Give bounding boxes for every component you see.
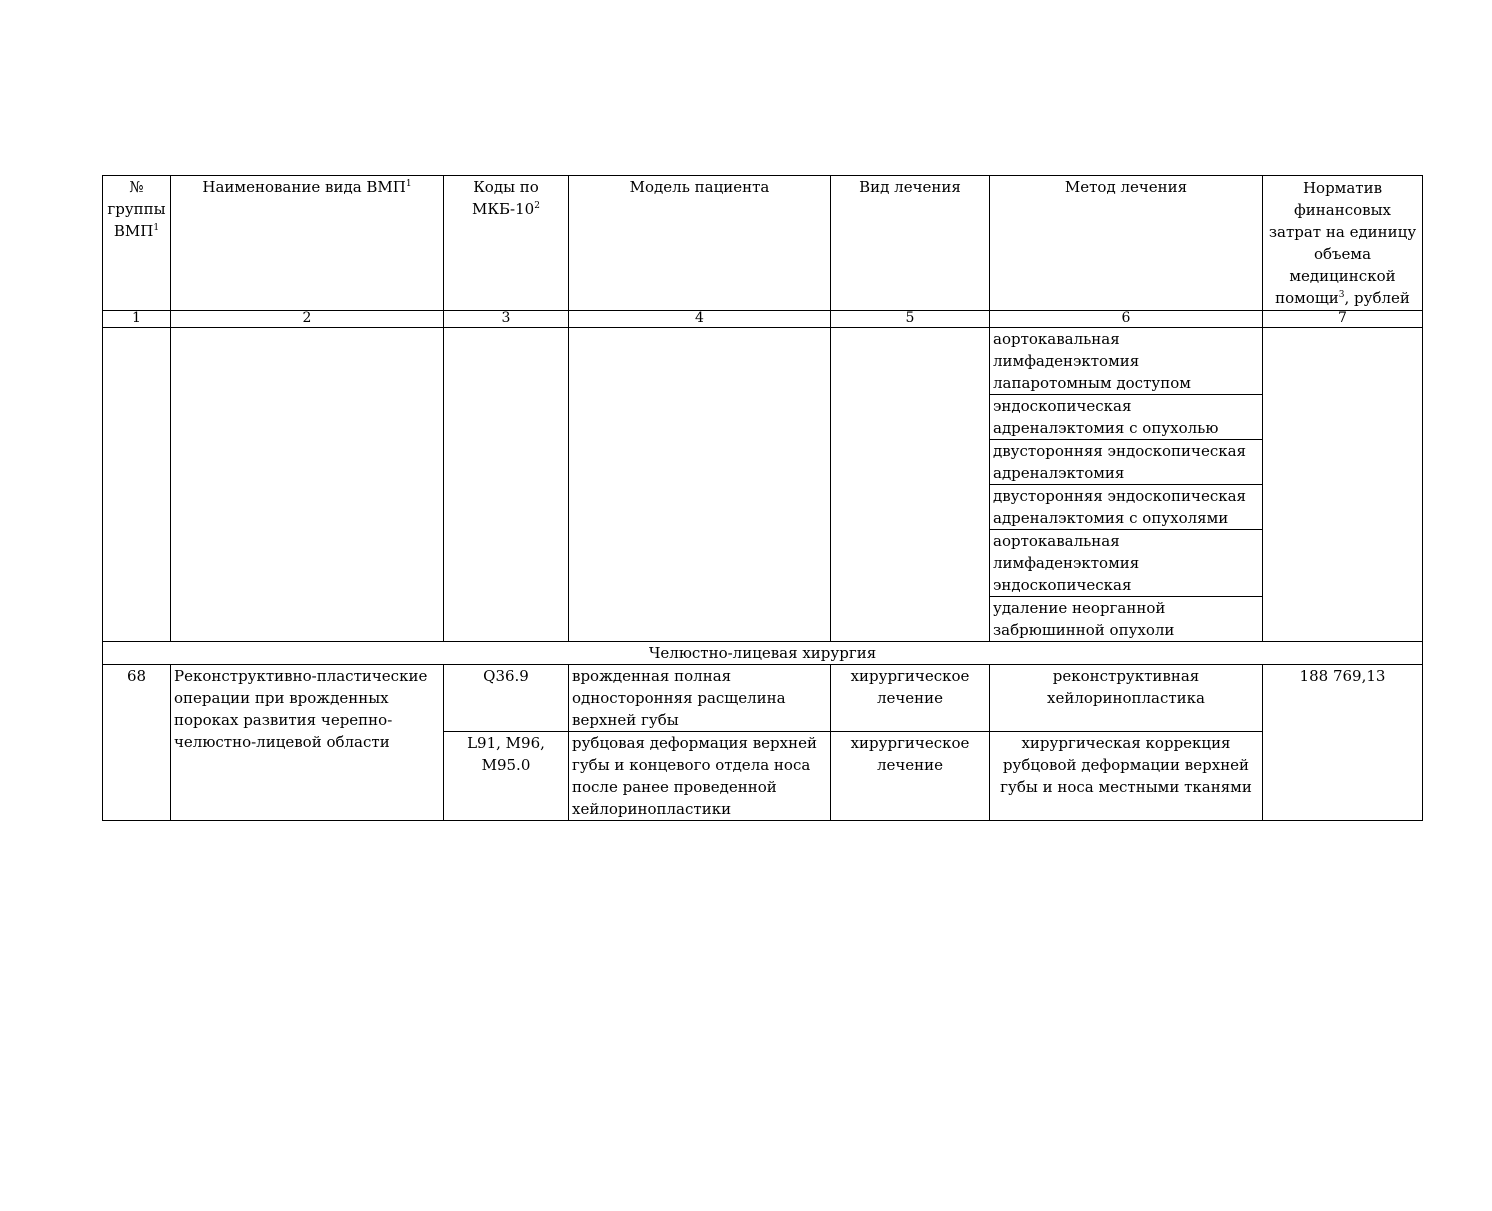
icd-codes-cell: Q36.9 (444, 665, 569, 732)
header-cost-standard: Норматив финансовых затрат на единицу объема медицинской помощи$^3$, рублей (1263, 176, 1423, 311)
vmp-table (102, 175, 1423, 821)
header-icd-codes: Коды по МКБ-$10^2$ (444, 176, 569, 311)
empty-cell (103, 328, 171, 642)
empty-cell (569, 328, 831, 642)
treatment-method-cell: удаление неорганной забрюшинной опухоли (990, 597, 1263, 642)
empty-cell (171, 328, 444, 642)
patient-model-cell: рубцовая деформация верхней губы и концевого отдела носа после ранее проведенной хейлоринопластики (569, 732, 831, 821)
header-vmp-name: Наименование вида ВМП$^1$ (171, 176, 444, 311)
empty-cell (831, 328, 990, 642)
column-number: 4 (569, 311, 831, 328)
patient-model-cell: врожденная полная односторонняя расщелина верхней губы (569, 665, 831, 732)
vmp-name-cell: Реконструктивно-пластические операции при врожденных пороках развития черепно-челюстно-лицевой области (171, 665, 444, 821)
header-group-number: № группы ВМП$^1$ (103, 176, 171, 311)
treatment-method-cell: аортокавальная лимфаденэктомия эндоскопическая (990, 530, 1263, 597)
column-number: 2 (171, 311, 444, 328)
table-row (103, 328, 1423, 395)
section-title: Челюстно-лицевая хирургия (103, 642, 1423, 665)
column-number: 1 (103, 311, 171, 328)
treatment-type-cell: хирургическое лечение (831, 732, 990, 821)
treatment-method-cell: эндоскопическая адреналэктомия с опухолью (990, 395, 1263, 440)
column-number: 3 (444, 311, 569, 328)
group-number-cell: 68 (103, 665, 171, 821)
treatment-method-cell: двусторонняя эндоскопическая адреналэктомия с опухолями (990, 485, 1263, 530)
header-treatment-type: Вид лечения (831, 176, 990, 311)
treatment-type-cell: хирургическое лечение (831, 665, 990, 732)
treatment-method-cell: двусторонняя эндоскопическая адреналэктомия (990, 440, 1263, 485)
table-row (103, 665, 1423, 732)
section-row (103, 642, 1423, 665)
icd-codes-cell: L91, M96, M95.0 (444, 732, 569, 821)
treatment-method-cell: реконструктивная хейлоринопластика (990, 665, 1263, 732)
header-treatment-method: Метод лечения (990, 176, 1263, 311)
column-number: 7 (1263, 311, 1423, 328)
header-patient-model: Модель пациента (569, 176, 831, 311)
empty-cell (444, 328, 569, 642)
empty-cell (1263, 328, 1423, 642)
header-row (103, 176, 1423, 311)
column-number: 6 (990, 311, 1263, 328)
column-number-row (103, 311, 1423, 328)
column-number: 5 (831, 311, 990, 328)
cost-cell: 188 769,13 (1263, 665, 1423, 821)
treatment-method-cell: аортокавальная лимфаденэктомия лапаротомным доступом (990, 328, 1263, 395)
treatment-method-cell: хирургическая коррекция рубцовой деформации верхней губы и носа местными тканями (990, 732, 1263, 821)
